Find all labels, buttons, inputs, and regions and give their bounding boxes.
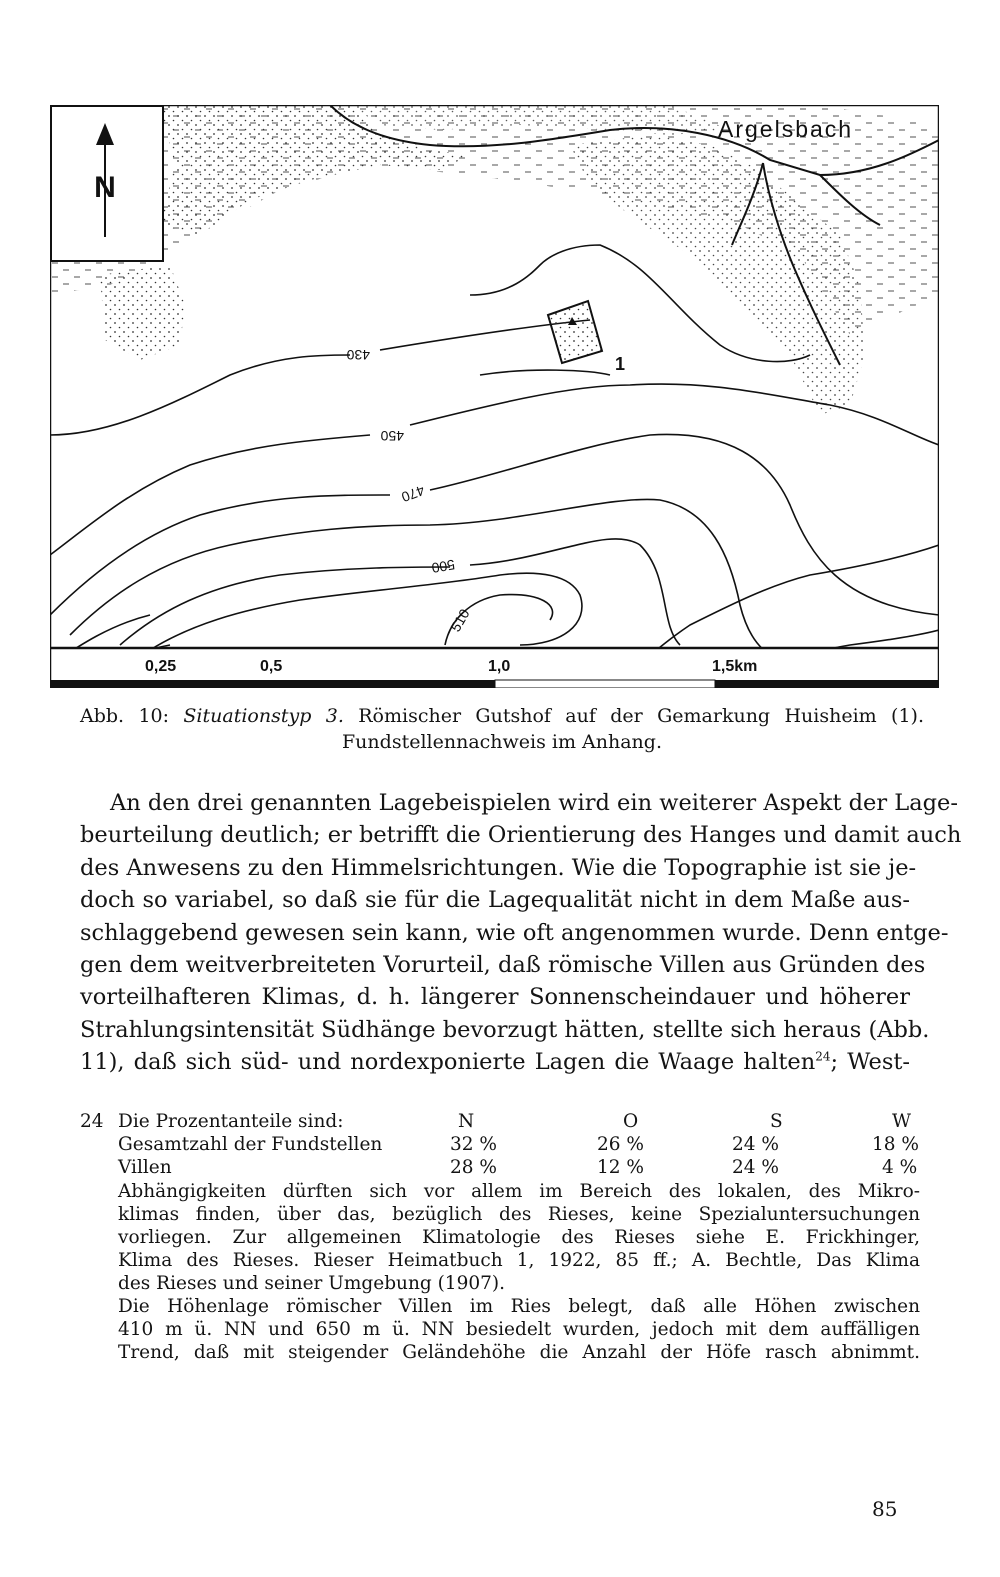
contour-label-470: 470: [399, 482, 427, 506]
col-header-w: W: [892, 1111, 912, 1132]
topographic-map: [50, 105, 939, 688]
footnote-line: Die Höhenlage römischer Villen im Ries belegt, daß alle Höhen zwischen: [118, 1296, 920, 1317]
row-value: 32 %: [450, 1134, 497, 1155]
site-number-label: 1: [615, 354, 626, 374]
contour-label-510: 510: [447, 606, 473, 635]
caption-line-1: [80, 703, 924, 729]
page-number: 85: [872, 1497, 898, 1521]
body-line: An den drei genannten Lagebeispielen wird ein weiterer Aspekt der Lage-: [110, 790, 958, 816]
footnote-line: 410 m ü. NN und 650 m ü. NN besiedelt wurden, jedoch mit dem auffälligen: [118, 1319, 920, 1340]
footnote-line: Abhängigkeiten dürften sich vor allem im Bereich des lokalen, des Mikro-: [118, 1181, 920, 1202]
footnote-header: Die Prozentanteile sind:: [118, 1111, 344, 1132]
contour-label-430: 430: [346, 347, 370, 363]
contour-label-450: 450: [380, 428, 404, 444]
row-label: Villen: [118, 1157, 172, 1178]
footnote-ref: 24: [815, 1049, 831, 1064]
body-line: vorteilhafteren Klimas, d. h. längerer Sonnenscheindauer und höherer: [80, 984, 910, 1011]
col-header-s: S: [770, 1111, 783, 1132]
body-paragraph: [80, 787, 962, 1079]
row-value: 24 %: [732, 1157, 779, 1178]
body-line: doch so variabel, so daß sie für die Lagequalität nicht in dem Maße aus-: [80, 887, 910, 914]
footnote-line: des Rieses und seiner Umgebung (1907).: [118, 1273, 505, 1294]
footnote-line: Trend, daß mit steigender Geländehöhe die Anzahl der Höfe rasch abnimmt.: [118, 1342, 920, 1363]
footnote-paragraph-2: [118, 1295, 920, 1364]
body-line-last: [80, 1046, 910, 1078]
row-value: 18 %: [872, 1134, 919, 1155]
footnote-line: klimas finden, über das, bezüglich des Rieses, keine Spezialuntersuchungen: [118, 1204, 920, 1225]
footnote-line: vorliegen. Zur allgemeinen Klimatologie des Rieses siehe E. Frickhinger,: [118, 1227, 920, 1248]
caption-line-2: Fundstellennachweis im Anhang.: [342, 731, 662, 753]
body-line: Strahlungsintensität Südhänge bevorzugt hätten, stellte sich heraus (Abb.: [80, 1016, 930, 1043]
caption-prefix: Abb. 10:: [80, 705, 184, 727]
caption-italic: Situationstyp 3.: [183, 705, 344, 727]
footnote-line: Klima des Rieses. Rieser Heimatbuch 1, 1922, 85 ff.; A. Bechtle, Das Klima: [118, 1250, 920, 1271]
footnote-number: 24: [80, 1111, 104, 1132]
col-header-o: O: [623, 1111, 639, 1132]
body-line: des Anwesens zu den Himmelsrichtungen. Wie die Topographie ist sie je-: [80, 854, 917, 881]
scale-label-15km: 1,5km: [712, 658, 758, 675]
scale-label-05: 0,5: [260, 658, 283, 675]
row-value: 24 %: [732, 1134, 779, 1155]
body-line: schlaggebend gewesen sein kann, wie oft angenommen wurde. Denn entge-: [80, 919, 949, 946]
row-value: 26 %: [597, 1134, 644, 1155]
contour-label-500: 500: [430, 556, 457, 577]
caption-rest: Römischer Gutshof auf der Gemarkung Huisheim (1).: [343, 705, 924, 727]
north-label: N: [94, 171, 116, 204]
row-value: 4 %: [882, 1157, 918, 1178]
river-label: Argelsbach: [718, 116, 854, 142]
row-value: 12 %: [597, 1157, 644, 1178]
row-value: 28 %: [450, 1157, 497, 1178]
body-line-text: 11), daß sich süd- und nordexponierte Lagen die Waage halten: [80, 1049, 816, 1076]
footnote-table: [80, 1110, 920, 1180]
row-label: Gesamtzahl der Fundstellen: [118, 1134, 383, 1155]
scale-label-10: 1,0: [488, 658, 511, 675]
scale-label-025: 0,25: [145, 658, 177, 675]
col-header-n: N: [458, 1111, 475, 1132]
body-line-tail: ; West-: [830, 1049, 911, 1076]
body-line: beurteilung deutlich; er betrifft die Orientierung des Hanges und damit auch: [80, 822, 962, 849]
body-line: gen dem weitverbreiteten Vorurteil, daß römische Villen aus Gründen des: [80, 952, 926, 979]
footnote-paragraph-1: [118, 1180, 920, 1295]
footnote: [80, 1110, 920, 1364]
figure-caption: [80, 703, 924, 755]
